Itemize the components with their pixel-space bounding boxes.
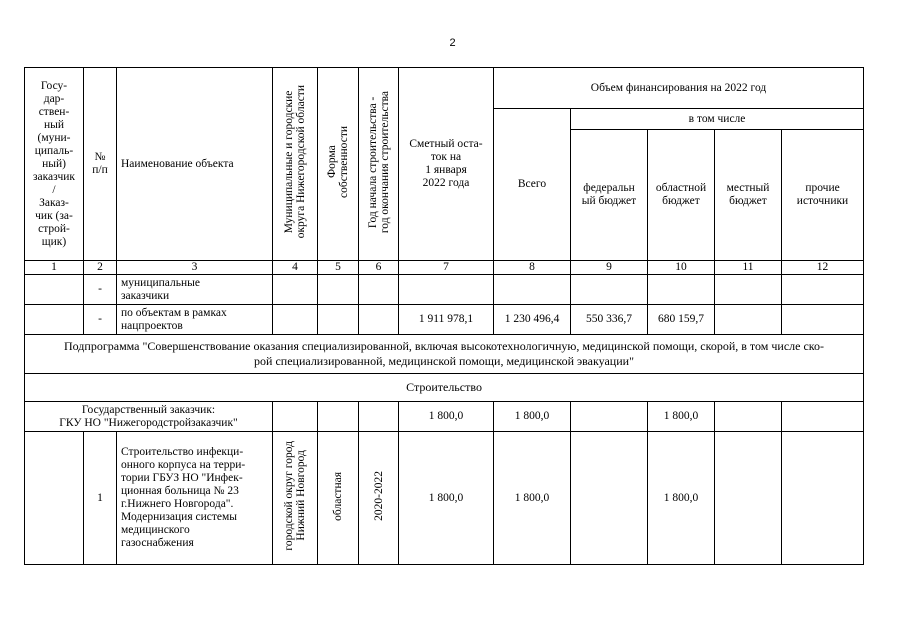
header-federal: федеральн ый бюджет [571, 130, 648, 261]
estimate-cell: 1 911 978,1 [399, 305, 494, 335]
total-cell: 1 230 496,4 [494, 305, 571, 335]
regional-cell: 1 800,0 [648, 402, 715, 432]
row-num: - [84, 275, 117, 305]
col-number: 8 [494, 261, 571, 275]
table-row [25, 402, 864, 432]
section-row [25, 374, 864, 402]
page-number: 2 [449, 37, 456, 49]
header-estimate: Сметный оста- ток на 1 января 2022 года [399, 68, 494, 261]
header-other: прочие источники [782, 130, 864, 261]
table-row [25, 305, 864, 335]
header-municipality: Муниципальные и городские округа Нижегородской области [273, 68, 318, 261]
col-number: 5 [318, 261, 359, 275]
estimate-cell: 1 800,0 [399, 432, 494, 565]
row-num: 1 [84, 432, 117, 565]
table-row [25, 432, 864, 565]
col-number: 6 [359, 261, 399, 275]
header-total: Всего [494, 109, 571, 261]
years-cell: 2020-2022 [359, 432, 399, 565]
regional-cell: 1 800,0 [648, 432, 715, 565]
table-row [25, 275, 864, 305]
federal-cell: 550 336,7 [571, 305, 648, 335]
col-number: 1 [25, 261, 84, 275]
subprogram-title: Подпрограмма "Совершенствование оказания специализированной, включая высокотехнологичную, медицинской помощи, скорой, в том числе ско- рой специализированной, медицинской помощи, медицинской эвакуации" [25, 335, 864, 374]
col-number: 3 [117, 261, 273, 275]
total-cell: 1 800,0 [494, 402, 571, 432]
row-name: Строительство инфекци- онного корпуса на терри- тории ГБУЗ НО "Инфек- ционная больница № 23 г.Нижнего Новгорода". Модернизация системы медицинского газоснабжения [117, 432, 273, 565]
ownership-cell: областная [318, 432, 359, 565]
header-including: в том числе [571, 109, 864, 130]
section-title: Строительство [25, 374, 864, 402]
header-num: № п/п [84, 68, 117, 261]
col-number: 11 [715, 261, 782, 275]
column-numbers-row [25, 261, 864, 275]
col-number: 7 [399, 261, 494, 275]
col-number: 9 [571, 261, 648, 275]
regional-cell: 680 159,7 [648, 305, 715, 335]
col-number: 2 [84, 261, 117, 275]
col-number: 4 [273, 261, 318, 275]
budget-table [24, 67, 864, 565]
total-cell: 1 800,0 [494, 432, 571, 565]
header-customer: Госу- дар- ствен- ный (муни- ципаль- ный) заказчик / Заказ- чик (за- строй- щик) [25, 68, 84, 261]
row-name: муниципальные заказчики [117, 275, 273, 305]
customer-name: Государственный заказчик: ГКУ НО "Нижегородстройзаказчик" [25, 402, 273, 432]
header-local: местный бюджет [715, 130, 782, 261]
row-name: по объектам в рамках нацпроектов [117, 305, 273, 335]
estimate-cell: 1 800,0 [399, 402, 494, 432]
header-object-name: Наименование объекта [117, 68, 273, 261]
col-number: 12 [782, 261, 864, 275]
header-regional: областной бюджет [648, 130, 715, 261]
header-funding: Объем финансирования на 2022 год [494, 68, 864, 109]
municipality-cell: городской округ город Нижний Новгород [273, 432, 318, 565]
subprogram-row [25, 335, 864, 374]
row-num: - [84, 305, 117, 335]
header-ownership: Форма собственности [318, 68, 359, 261]
col-number: 10 [648, 261, 715, 275]
header-years: Год начала строительства - год окончания строительства [359, 68, 399, 261]
